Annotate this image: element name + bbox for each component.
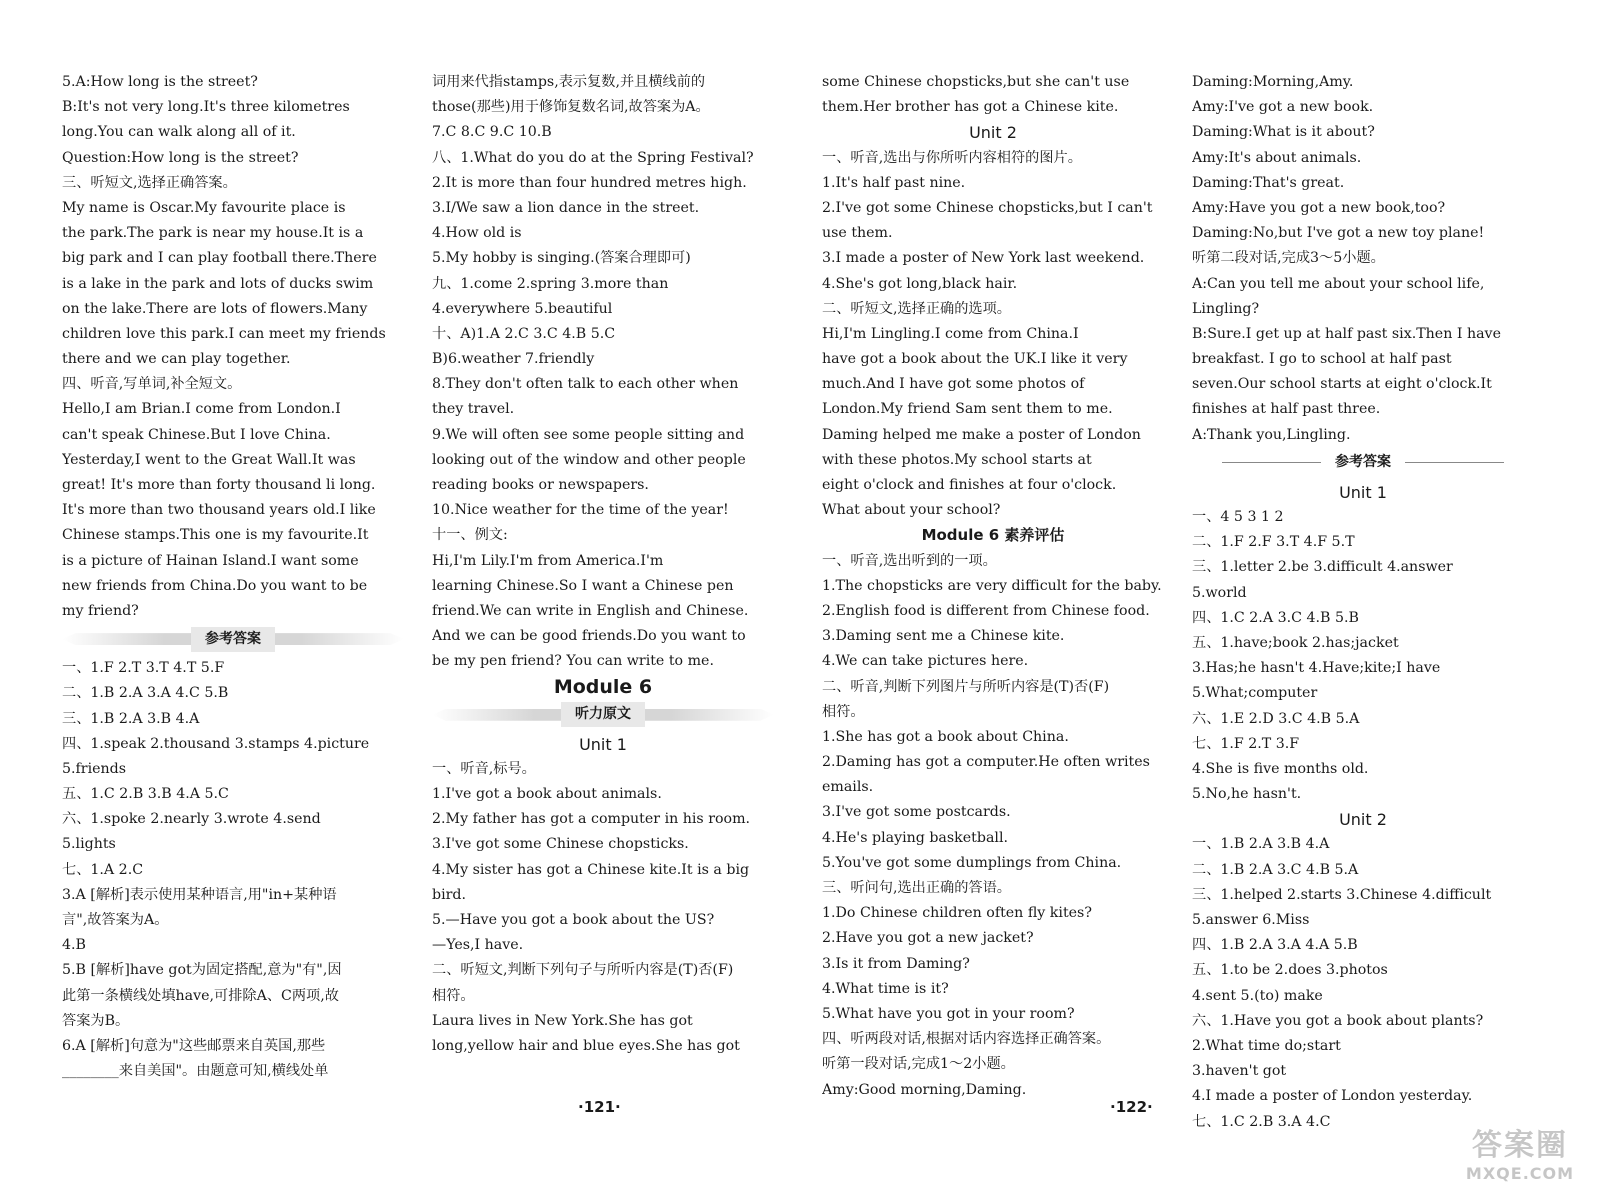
text-line: ________来自美国"。由题意可知,横线处单 <box>62 1063 329 1080</box>
text-line: 一、1.F 2.T 3.T 4.T 5.F <box>62 660 225 677</box>
text-line: on the lake.There are lots of flowers.Many <box>62 300 368 317</box>
text-line: 2.Daming has got a computer.He often writes <box>822 754 1150 771</box>
text-line: 4.What time is it? <box>822 980 949 997</box>
text-line: 三、听问句,选出正确的答语。 <box>822 880 1011 896</box>
section-heading: Module 6 素养评估 <box>921 526 1065 545</box>
text-line: 5.lights <box>62 836 116 853</box>
text-line: Question:How long is the street? <box>62 149 299 166</box>
text-line: 六、1.E 2.D 3.C 4.B 5.A <box>1192 710 1360 727</box>
text-line: 二、1.B 2.A 3.A 4.C 5.B <box>62 685 229 702</box>
text-line: is a lake in the park and lots of ducks swim <box>62 275 374 292</box>
text-line: My name is Oscar.My favourite place is <box>62 199 346 216</box>
text-line: 二、听短文,判断下列句子与所听内容是(T)否(F) <box>432 962 734 979</box>
text-line: B:Sure.I get up at half past six.Then I have <box>1192 325 1501 342</box>
text-line: 十一、例文: <box>432 527 508 544</box>
text-line: 5.B [解析]have got为固定搭配,意为"有",因 <box>62 962 342 979</box>
text-line: there and we can play together. <box>62 351 291 368</box>
text-line: —Yes,I have. <box>432 937 524 954</box>
text-line: 二、听短文,选择正确的选项。 <box>822 300 1011 317</box>
banner-label: 参考答案 <box>1321 450 1405 475</box>
text-line: bird. <box>432 886 466 903</box>
text-line: 5.What have you got in your room? <box>822 1005 1075 1022</box>
text-line: those(那些)用于修饰复数名词,故答案为A。 <box>432 99 710 116</box>
text-line: Daming:What is it about? <box>1192 124 1375 141</box>
text-line: seven.Our school starts at eight o'clock.It <box>1192 376 1492 393</box>
text-line: Amy:Have you got a new book,too? <box>1192 199 1446 216</box>
text-line: 五、1.have;book 2.has;jacket <box>1192 634 1399 651</box>
text-line: 一、4 5 3 1 2 <box>1192 509 1284 525</box>
text-line: 听第一段对话,完成1～2小题。 <box>822 1056 1015 1073</box>
text-line: use them. <box>822 225 893 242</box>
watermark-logo <box>1460 1120 1580 1190</box>
text-line: 一、1.B 2.A 3.B 4.A <box>1192 836 1330 853</box>
text-line: 六、1.spoke 2.nearly 3.wrote 4.send <box>62 811 321 828</box>
text-line: big park and I can play football there.There <box>62 250 377 267</box>
text-line: my friend? <box>62 602 139 619</box>
text-line: have got a book about the UK.I like it very <box>822 351 1128 368</box>
text-line: emails. <box>822 779 874 796</box>
column-1 <box>62 70 404 1084</box>
section-heading: Module 6 <box>553 675 653 698</box>
text-line: 3.Is it from Daming? <box>822 955 970 972</box>
text-line: 二、1.F 2.F 3.T 4.F 5.T <box>1192 534 1355 551</box>
text-line: 3.I've got some Chinese chopsticks. <box>432 836 689 853</box>
section-heading: Unit 1 <box>1339 482 1387 502</box>
text-line: 七、1.F 2.T 3.F <box>1192 735 1300 752</box>
text-line: 4.I made a poster of London yesterday. <box>1192 1088 1473 1105</box>
text-line: 一、听音,选出听到的一项。 <box>822 552 997 569</box>
text-line: 5.A:How long is the street? <box>62 74 258 90</box>
text-line: Daming:No,but I've got a new toy plane! <box>1192 225 1485 242</box>
text-line: Hi,I'm Lingling.I come from China.I <box>822 325 1079 342</box>
text-line: 5.My hobby is singing.(答案合理即可) <box>432 250 691 267</box>
text-line: 5.answer 6.Miss <box>1192 912 1310 928</box>
text-line: children love this park.I can meet my friends <box>62 325 386 342</box>
text-line: much.And I have got some photos of <box>822 376 1085 393</box>
section-banner <box>1192 450 1534 476</box>
text-line: 相符。 <box>432 987 475 1004</box>
text-line: B:It's not very long.It's three kilometres <box>62 99 350 116</box>
text-line: 5.—Have you got a book about the US? <box>432 912 715 928</box>
text-line: them.Her brother has got a Chinese kite. <box>822 99 1119 116</box>
text-line: What about your school? <box>822 502 1001 519</box>
text-line: 4.everywhere 5.beautiful <box>432 300 613 317</box>
text-line: Laura lives in New York.She has got <box>432 1012 693 1029</box>
text-line: new friends from China.Do you want to be <box>62 577 368 594</box>
text-line: B)6.weather 7.friendly <box>432 351 595 368</box>
text-line: 4.B <box>62 937 86 954</box>
text-line: breakfast. I go to school at half past <box>1192 351 1452 368</box>
text-line: 6.A [解析]句意为"这些邮票来自英国,那些 <box>62 1037 326 1054</box>
text-line: 1.I've got a book about animals. <box>432 786 662 803</box>
text-line: 5.world <box>1192 584 1247 601</box>
page-number-left: ·121· <box>578 1098 621 1116</box>
text-line: 八、1.What do you do at the Spring Festival? <box>432 149 754 166</box>
text-line: eight o'clock and finishes at four o'clock. <box>822 477 1117 493</box>
section-heading: Unit 2 <box>1339 810 1387 830</box>
text-line: Daming helped me make a poster of London <box>822 426 1141 443</box>
text-line: 7.C 8.C 9.C 10.B <box>432 124 552 141</box>
text-line: 四、1.C 2.A 3.C 4.B 5.B <box>1192 609 1359 626</box>
text-line: 4.How old is <box>432 225 522 242</box>
text-line: Daming:Morning,Amy. <box>1192 74 1354 90</box>
text-line: 4.We can take pictures here. <box>822 653 1029 670</box>
text-line: 3.I made a poster of New York last weekend. <box>822 250 1145 267</box>
text-line: 4.sent 5.(to) make <box>1192 987 1323 1004</box>
text-line: And we can be good friends.Do you want to <box>432 628 746 645</box>
text-line: 七、1.C 2.B 3.A 4.C <box>1192 1113 1331 1130</box>
text-line: 5.friends <box>62 760 127 777</box>
text-line: can't speak Chinese.But I love China. <box>62 426 331 443</box>
text-line: Hi,I'm Lily.I'm from America.I'm <box>432 552 664 569</box>
text-line: 5.What;computer <box>1192 685 1318 702</box>
text-line: Amy:It's about animals. <box>1192 149 1362 166</box>
page-number-right: ·122· <box>1110 1098 1153 1116</box>
banner-label: 参考答案 <box>191 627 275 652</box>
text-line: 5.You've got some dumplings from China. <box>822 854 1122 871</box>
text-line: learning Chinese.So I want a Chinese pen <box>432 577 734 594</box>
text-line: 四、1.B 2.A 3.A 4.A 5.B <box>1192 937 1358 954</box>
text-line: with these photos.My school starts at <box>822 451 1092 468</box>
text-line: London.My friend Sam sent them to me. <box>822 401 1113 418</box>
column-3 <box>822 70 1164 1103</box>
text-line: 三、1.B 2.A 3.B 4.A <box>62 710 200 727</box>
text-line: Yesterday,I went to the Great Wall.It was <box>62 451 356 468</box>
text-line: 2.My father has got a computer in his room. <box>432 811 751 828</box>
text-line: 二、1.B 2.A 3.C 4.B 5.A <box>1192 861 1359 878</box>
text-line: 三、1.helped 2.starts 3.Chinese 4.difficult <box>1192 886 1492 903</box>
section-heading: Unit 1 <box>579 734 627 754</box>
text-line: 七、1.A 2.C <box>62 861 144 878</box>
text-line: 2.I've got some Chinese chopsticks,but I can't <box>822 199 1153 216</box>
column-4 <box>1192 70 1534 1135</box>
text-line: Amy:Good morning,Daming. <box>822 1081 1027 1098</box>
text-line: is a picture of Hainan Island.I want some <box>62 552 359 569</box>
text-line: 1.She has got a book about China. <box>822 728 1069 745</box>
text-line: 3.I/We saw a lion dance in the street. <box>432 199 700 216</box>
text-line: 九、1.come 2.spring 3.more than <box>432 275 669 292</box>
watermark-top-text: 答案圈 <box>1472 1128 1568 1163</box>
text-line: great! It's more than forty thousand li long. <box>62 477 376 493</box>
text-line: be my pen friend? You can write to me. <box>432 653 714 670</box>
text-line: 四、听两段对话,根据对话内容选择正确答案。 <box>822 1031 1111 1048</box>
text-line: 8.They don't often talk to each other when <box>432 376 739 393</box>
text-line: 4.She is five months old. <box>1192 760 1369 777</box>
text-line: 1.The chopsticks are very difficult for the baby. <box>822 577 1162 594</box>
text-line: 10.Nice weather for the time of the year! <box>432 502 729 519</box>
text-line: 4.He's playing basketball. <box>822 829 1008 846</box>
text-line: 3.Has;he hasn't 4.Have;kite;I have <box>1192 660 1441 677</box>
text-line: It's more than two thousand years old.I like <box>62 502 376 519</box>
text-line: Chinese stamps.This one is my favourite.It <box>62 527 369 544</box>
text-line: 五、1.C 2.B 3.B 4.A 5.C <box>62 786 229 803</box>
text-line: Amy:I've got a new book. <box>1192 99 1374 116</box>
section-banner <box>62 626 404 652</box>
text-line: looking out of the window and other people <box>432 451 746 468</box>
column-2 <box>432 70 774 1059</box>
text-line: 听第二段对话,完成3～5小题。 <box>1192 250 1385 267</box>
text-line: friend.We can write in English and Chinese. <box>432 602 749 619</box>
text-line: 9.We will often see some people sitting and <box>432 426 745 443</box>
text-line: reading books or newspapers. <box>432 477 649 493</box>
text-line: 此第一条横线处填have,可排除A、C两项,故 <box>62 987 339 1004</box>
text-line: they travel. <box>432 401 515 418</box>
text-line: 四、1.speak 2.thousand 3.stamps 4.picture <box>62 735 370 752</box>
text-line: 2.What time do;start <box>1192 1037 1341 1054</box>
banner-label: 听力原文 <box>561 702 645 727</box>
text-line: 1.Do Chinese children often fly kites? <box>822 905 1092 922</box>
text-line: 五、1.to be 2.does 3.photos <box>1192 962 1388 979</box>
text-line: the park.The park is near my house.It is a <box>62 225 364 242</box>
text-line: 十、A)1.A 2.C 3.C 4.B 5.C <box>432 325 616 342</box>
text-line: 5.No,he hasn't. <box>1192 786 1302 803</box>
section-heading: Unit 2 <box>969 123 1017 143</box>
text-line: 四、听音,写单词,补全短文。 <box>62 376 242 393</box>
text-line: A:Thank you,Lingling. <box>1192 426 1351 443</box>
text-line: 一、听音,选出与你所听内容相符的图片。 <box>822 149 1082 166</box>
text-line: some Chinese chopsticks,but she can't use <box>822 74 1130 90</box>
text-line: long.You can walk along all of it. <box>62 124 296 141</box>
text-line: finishes at half past three. <box>1192 401 1381 418</box>
text-line: 六、1.Have you got a book about plants? <box>1192 1012 1484 1029</box>
text-line: 2.English food is different from Chinese food. <box>822 602 1150 619</box>
text-line: 一、听音,标号。 <box>432 760 536 777</box>
text-line: 答案为B。 <box>62 1012 130 1029</box>
text-line: 相符。 <box>822 703 865 720</box>
text-line: 3.Daming sent me a Chinese kite. <box>822 628 1065 645</box>
text-line: Hello,I am Brian.I come from London.I <box>62 401 341 418</box>
watermark-bottom-text: MXQE.COM <box>1465 1164 1575 1183</box>
text-line: 4.She's got long,black hair. <box>822 275 1018 292</box>
text-line: 1.It's half past nine. <box>822 174 966 191</box>
text-line: 3.A [解析]表示使用某种语言,用"in+某种语 <box>62 886 337 903</box>
text-line: 3.I've got some postcards. <box>822 804 1011 821</box>
text-line: 三、1.letter 2.be 3.difficult 4.answer <box>1192 559 1453 576</box>
text-line: 三、听短文,选择正确答案。 <box>62 174 237 191</box>
text-line: A:Can you tell me about your school life, <box>1192 275 1485 292</box>
text-line: 2.Have you got a new jacket? <box>822 930 1034 947</box>
text-line: Daming:That's great. <box>1192 174 1345 191</box>
text-line: long,yellow hair and blue eyes.She has got <box>432 1037 740 1054</box>
text-line: 词用来代指stamps,表示复数,并且横线前的 <box>432 74 706 90</box>
text-line: 言",故答案为A。 <box>62 912 169 928</box>
section-banner <box>432 702 774 728</box>
text-line: 2.It is more than four hundred metres high. <box>432 174 747 191</box>
text-line: Lingling? <box>1192 300 1260 317</box>
text-line: 3.haven't got <box>1192 1063 1287 1080</box>
text-line: 二、听音,判断下列图片与所听内容是(T)否(F) <box>822 678 1110 695</box>
text-line: 4.My sister has got a Chinese kite.It is a big <box>432 861 750 878</box>
